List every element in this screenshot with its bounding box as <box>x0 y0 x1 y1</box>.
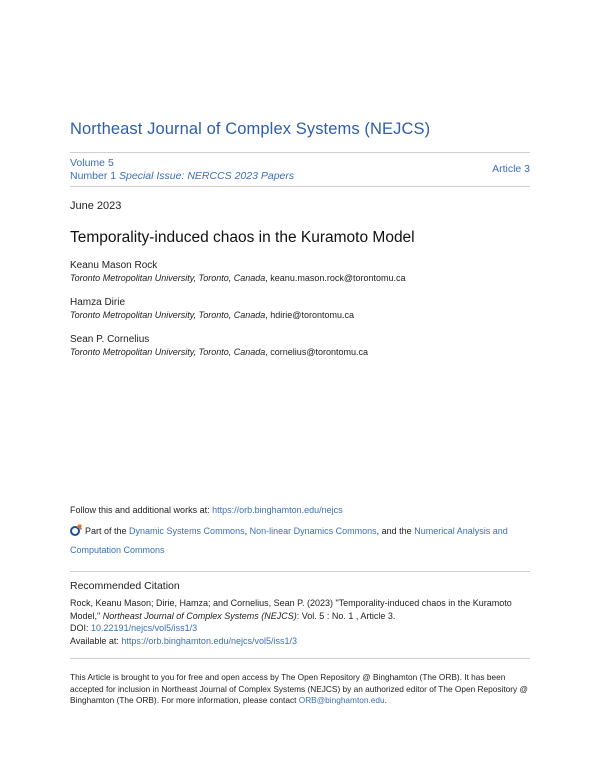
volume-link[interactable]: Volume 5 <box>70 157 114 169</box>
article-number-link[interactable]: Article 3 <box>492 163 530 175</box>
author-name: Sean P. Cornelius <box>70 334 150 345</box>
issue-info <box>70 157 294 182</box>
citation-journal: Northeast Journal of Complex Systems (NEJCS) <box>102 610 297 621</box>
author-name: Hamza Dirie <box>70 297 126 308</box>
contact-email-link[interactable]: ORB@binghamton.edu <box>298 695 385 705</box>
author-email: keanu.mason.rock@torontomu.ca <box>270 273 406 283</box>
open-access-icon <box>70 524 82 542</box>
paper-title: Temporality-induced chaos in the Kuramoto Model <box>70 229 415 246</box>
publication-date: June 2023 <box>70 200 122 212</box>
recommended-citation <box>70 597 530 647</box>
citation-volume: : Vol. 5 : No. 1 , Article 3. <box>296 610 396 621</box>
divider-issue <box>70 186 530 187</box>
follow-line <box>70 505 343 515</box>
author-email: cornelius@torontomu.ca <box>270 347 368 357</box>
separator: , <box>244 526 248 536</box>
footer-note <box>70 672 530 707</box>
recommended-citation-heading: Recommended Citation <box>70 580 180 592</box>
nonlinear-dynamics-commons-link[interactable]: Non-linear Dynamics Commons <box>249 526 377 536</box>
author-email: hdirie@torontomu.ca <box>270 310 354 320</box>
author-affiliation: Toronto Metropolitan University, Toronto, Canada <box>70 273 266 283</box>
special-issue-link[interactable]: Special Issue: NERCCS 2023 Papers <box>119 169 295 182</box>
author-name: Keanu Mason Rock <box>70 260 158 271</box>
divider-citation <box>70 571 530 572</box>
doi-link[interactable]: 10.22191/nejcs/vol5/iss1/3 <box>91 623 198 633</box>
available-url-link[interactable]: https://orb.binghamton.edu/nejcs/vol5/iss1/3 <box>121 635 297 646</box>
author-block: Keanu Mason Rock Toronto Metropolitan University, Toronto, Canada, keanu.mason.rock@torontomu.ca <box>70 260 406 283</box>
available-label: Available at: <box>70 635 119 646</box>
number-link[interactable]: Number 1 <box>70 169 117 182</box>
footer-text: This Article is brought to you for free and open access by The Open Repository @ Binghamton (The ORB). It has been accepted for inclusion in Northeast Journal of Complex Systems (NEJCS) by an authorized editor of The Open Repository @ Binghamton (The ORB). For more information, please contact <box>70 672 528 705</box>
author-affiliation: Toronto Metropolitan University, Toronto, Canada <box>70 310 266 320</box>
divider-footer <box>70 658 530 659</box>
author-affiliation: Toronto Metropolitan University, Toronto, Canada <box>70 347 266 357</box>
follow-url-link[interactable]: https://orb.binghamton.edu/nejcs <box>212 505 343 515</box>
follow-text: Follow this and additional works at: <box>70 505 210 515</box>
journal-title-link[interactable]: Northeast Journal of Complex Systems (NEJCS) <box>70 120 431 138</box>
author-block: Hamza Dirie Toronto Metropolitan University, Toronto, Canada, hdirie@torontomu.ca <box>70 297 354 320</box>
part-of-prefix: Part of the <box>85 526 127 536</box>
divider-top <box>70 152 530 153</box>
part-of-line <box>70 523 530 559</box>
doi-label: DOI: <box>70 623 89 633</box>
footer-end: . <box>384 695 387 705</box>
author-block: Sean P. Cornelius Toronto Metropolitan University, Toronto, Canada, cornelius@torontomu.ca <box>70 334 368 357</box>
numerical-analysis-commons-link[interactable]: Numerical Analysis and Computation Commons <box>70 526 508 555</box>
separator: , and the <box>376 526 412 536</box>
citation-text: Rock, Keanu Mason; Dirie, Hamza; and Cornelius, Sean P. (2023) "Temporality-induced chaos in the Kuramoto Model," <box>70 598 512 621</box>
dynamic-systems-commons-link[interactable]: Dynamic Systems Commons <box>129 526 245 536</box>
